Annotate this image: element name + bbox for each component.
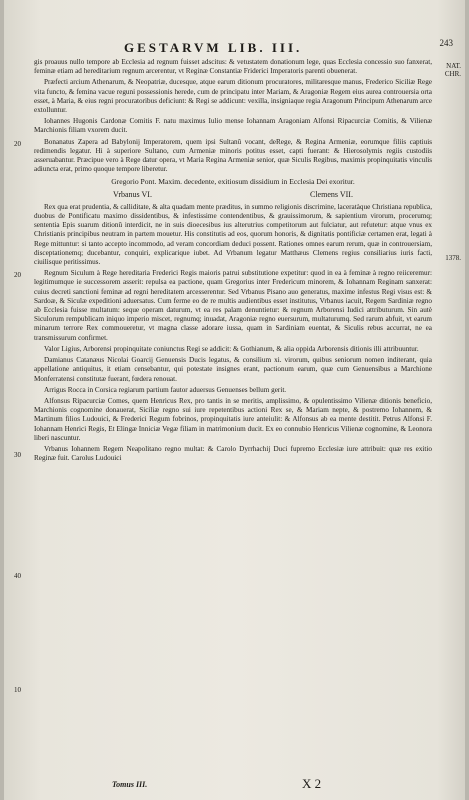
paragraph: Regnum Siculum à Rege hereditaria Frederici Regis maioris patrui substitutione expetitur: quod in ea à feminæ à regno reiiceremur: legitimumque ie successorem asserit: repulsa ea pactione, quam Gregorius inter Fredericum minorem, & Iohannam Reginam sanxerat: cuius decreti sanctioni feminæ ad regni hereditatem arcesserentur. Sed Vrbanus Pisano auo generatus, maxime infestus Regi visus est: & Sardoæ, & Siculæ expeditioni aduersatus. Cum ferme eo de re multis audientibus esset institutus, Vrbanus iacuit, Regem Sardiniæ regno ab Ecclesia fuisse multatum: seque operam daturum, vt ea res palam denuntietur: & regnum Arborensi Iudici attributurum. Sin autè Siculorum rempublicam iniquo imperio miscet, regnumq; inuadat, Aragoniæ regno euersurum, multaturumq. Sed rarum abfuit, vt earum minarum terrore Rex commoueretur, vt magna classe adorare iussa, quam in Sardiniam euentat, & Siculis rebus accurrat, ne ea transmissurum confirmet. xyxy=(34,269,432,342)
pope-names xyxy=(34,190,432,199)
book-page xyxy=(4,0,465,800)
margin-line-number-40: 40 xyxy=(14,572,21,580)
paragraph: Bonanatus Zapera ad Babylonij Imperatorem, quem ipsi Sultanû vocant, deRege, & Regina Armeniæ, eorumque filiis captiuis redimendis legatur. Hi à superiore Sultano, cum Armeniæ minoris potitus esset, capti fuerant: & Hierosolymis regiis custodiis asseruabantur. Præcipue vero à Rege datur opera, vt Maria Regina Armeniæ senior, quæ Siculis Regibus, maximis propinquitatis vinculis adiuncta erat, primo quoque tempore liberetur. xyxy=(34,137,432,174)
paragraph: Alfonsus Ripacurciæ Comes, quem Henricus Rex, pro tantis in se meritis, amplissimo, & opulentissimo Vilienæ ditionis beneficio, Marchionis cognomine donauerat, Siciliæ regno sui iure repetentibus actioni Rex se, & Mariam nepte, & postremo Iohannem, & Martinum filios Ludouici, & Frederici Regum fobrinos, propinquitatis iure anteiulit: & Alfonsus ab ea mente destitit. Petrus Alfonsi F. Iohannam Henrici Regis, Et Elingæ Inniciæ Vegæ filiam in matrimonium ducit. Ex eo connubio Henricus Vilienæ cognomine, & Leonora liberi nascuntur. xyxy=(34,396,432,442)
paragraph: Præfecti arcium Athenarum, & Neopatriæ, ducesque, atque earum ditionum procuratores, militaresque manus, Frederico Siciliæ Rege vita functo, & femina vacue reguni possessionis herede, cum de principatu inter Mariam, & Aragoniæ Regem eius aurea controuersia orta esset, à Maria, & eius regni procuratoribus deficiunt: & Regi se addicunt: vexilla, insigniaque regia Aragonum Principum Athenarum arce extolluntur. xyxy=(34,78,432,115)
body-text xyxy=(34,58,432,465)
margin-note-nat-chr: NAT. CHR. xyxy=(444,62,461,78)
margin-line-number-30: 30 xyxy=(14,451,21,459)
margin-line-number-20: 20 xyxy=(14,140,21,148)
paragraph: Rex qua erat prudentia, & calliditate, & alta quadam mente præditus, in summo religionis discrimine, laceratàque Christiana republica, duobus de Pontificatu maximo dissidentibus, & infestissime contendentibus, & grauissimorum, & sapientium virorum, procerumq; sententia Epis suarum ditionû interdicit, ne in suis dioecesibus ius alterutrius competitorum aut fulciatur, aut refutetur: atque vnus ex Christianis principibus neutram in partem mouetur. His constitutis ad eos, quorum honoris, & dignitatis pontificiæ certamen erat, legati à Rege mittuntur: si tanto accepto incommodo, ad veram concordiam deduci possent. Rationes omnes earum rerum, quæ in controuersiam, disceptationemq; ducebantur, conquiri, explicarique iubet. Ad Vrbanum legatur Matthæus Clemens regius consiliarius iuris facti, ciuilisque peritissimus. xyxy=(34,202,432,267)
margin-line-number-20b: 20 xyxy=(14,271,21,279)
margin-year: 1378. xyxy=(445,254,461,262)
page-footer xyxy=(4,778,465,792)
paragraph: gis proauus nullo tempore ab Ecclesia ad regnum fuisset adscitus: & vetustatem donationum lege, quas Ecclesia concessio suo fanxerat, feminæ etiam ad hereditarium regnum arcerentur, vt Reginæ Constantiæ Friderici Imperatoris parenti obuenerat. xyxy=(34,58,432,76)
page-number: 243 xyxy=(439,38,453,48)
running-title: GESTARVM LIB. III. xyxy=(124,40,303,55)
margin-line-number-10: 10 xyxy=(14,686,21,694)
signature-mark: X 2 xyxy=(302,776,322,791)
paragraph: Iohannes Hugonis Cardonæ Comitis F. natu maximus Iulio mense Iohannam Aragoniam Alfonsi Ripacurciæ Comitis, & Vilienæ Marchionis filiam vxorem ducit. xyxy=(34,117,432,135)
paragraph: Valor Ligius, Arborensi propinquitate coniunctus Regi se addicit: & Gothianum, & alia oppida Arborensis ditionis illi attribuuntur. xyxy=(44,344,419,353)
paragraph: Arrigus Rocca in Corsica regiarum partium fautor aduersus Genuenses bellum gerit. xyxy=(44,385,287,394)
running-header xyxy=(4,40,465,56)
pope-right: Clemens VII. xyxy=(309,189,353,199)
volume-label: Tomus III. xyxy=(112,780,148,789)
paragraph: Vrbanus Iohannem Regem Neapolitano regno multat: & Carolo Dyrrhachij Duci fupremo Ecclesiæ iure attribuit: quæ res exitio Reginæ fuit. Carolus Ludouici xyxy=(34,444,432,463)
pope-left: Vrbanus VI. xyxy=(113,189,152,199)
section-heading: Gregorio Pont. Maxim. decedente, exitiosum dissidium in Ecclesia Dei exoritur. xyxy=(111,177,355,187)
paragraph: Damianus Catanæus Nicolai Goarcij Genuensis Ducis legatus, & consilium xi. virorum, quibus seniorum nomen inditerant, quia appellatione antiquitus, it etiam censebantur, qui potestate insignes erant, pactionum earum, quæ cum Genuensibus a Marchione Monferratensi constitutæ fuerant, fœdera renouat. xyxy=(34,356,432,383)
